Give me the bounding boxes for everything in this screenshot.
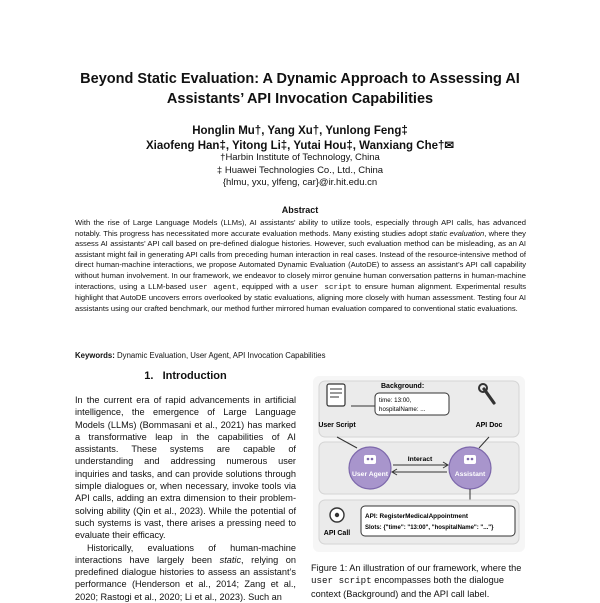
abstract-text: , equipped with a: [236, 281, 298, 291]
author-line-1: Honglin Mu†, Yang Xu†, Yunlong Feng‡: [192, 125, 408, 137]
author-line-2: Xiaofeng Han‡, Yitong Li‡, Yutai Hou‡, Wanxiang Che†✉: [145, 140, 455, 152]
intro-text: , relying on predefined dialogue histories to assess an assistant’s performance (Henderson et al., 2014; Zang et al., 2020; Rastogi et al., 2020; Li et al., 2023). Such an: [75, 554, 296, 602]
api-call-label: API Call: [323, 530, 351, 537]
interact-label: Interact: [407, 456, 433, 463]
intro-paragraph-1: In the current era of rapid advancements in artificial intelligence, the emergence of Large Language Models (LLMs) (Bommasani et al., 2021) has marked a transformative leap in the capabilities of AI assistants. These systems are capable of understanding and addressing numerous user inquiries and tasks, and can provide solutions through simple dialogues or, when necessary, invoke tools via API calls, adding an extra dimension to their problem-solving ability (Qin et al., 2023). While the potential of such systems is vast, there arises a pressing need to evaluate their efficacy.: [75, 395, 296, 541]
api-slots: Slots: {"time": "13:00", "hospitalName": "..."}: [365, 525, 494, 531]
user-agent-label: User Agent: [351, 471, 389, 478]
user-script-label: User Script: [318, 422, 356, 429]
api-call-icon: [330, 508, 344, 522]
api-doc-label: API Doc: [475, 422, 503, 429]
caption-text: encompasses both the dialogue context (Background) and the API call label.: [311, 575, 504, 599]
intro-emphasis: static: [219, 554, 242, 565]
section-title: Introduction: [162, 370, 227, 382]
keywords: [75, 351, 326, 360]
api-name: API: RegisterMedicalAppointment: [365, 513, 468, 520]
abstract-emphasis: static evaluation: [429, 228, 485, 238]
abstract-text: , where they assess AI assistants’ API call based on pre-defined dialogue histories. However, such evaluation method can be misleading, as an AI assistant might fail in generating API calls from preceding human interaction in real cases. Instead of the resource-intensive method of direct human-machine interactions, we propose Automated Dynamic Evaluation (AutoDE) to assess an assistant’s API call capability without human involvement. In our framework, we endeavor to closely mirror genuine human conversation patterns in human-machine interactions, using a LLM-based: [75, 228, 526, 291]
abstract-code: user script: [300, 283, 352, 292]
user-script-icon: [327, 384, 345, 406]
caption-text: Figure 1: An illustration of our framework, where the: [311, 563, 522, 573]
keywords-label: Keywords:: [75, 351, 115, 360]
intro-body: [75, 394, 296, 603]
background-label: Background:: [381, 383, 425, 390]
affiliation-2: ‡ Huawei Technologies Co., Ltd., China: [216, 164, 384, 176]
intro-text: Historically, evaluations of human-machine interactions have largely been: [75, 542, 296, 565]
caption-code: user script: [311, 575, 372, 587]
author-list: [80, 124, 520, 154]
robot-icon: [464, 455, 476, 464]
framework-figure: [313, 376, 525, 552]
figure-caption: [311, 562, 529, 600]
keywords-text: Dynamic Evaluation, User Agent, API Invocation Capabilities: [117, 351, 326, 360]
user-agent-node: [349, 447, 391, 489]
abstract-code: user agent: [189, 283, 237, 292]
affiliations: [80, 152, 520, 190]
background-line-1: time: 13:00,: [379, 397, 412, 404]
intro-paragraph-2: [75, 542, 296, 603]
abstract-heading: Abstract: [281, 205, 319, 215]
author-email: {hlmu, yxu, ylfeng, car}@ir.hit.edu.cn: [222, 177, 378, 188]
paper-title: Beyond Static Evaluation: A Dynamic Approach to Assessing AI Assistants’ API Invocation Capabilities: [80, 71, 520, 107]
abstract-text: With the rise of Large Language Models (LLMs), AI assistants’ ability to utilize tools, especially through API calls, has advanced notably. This progress has necessitated more accurate evaluation methods. Many existing studies adopt: [75, 218, 526, 238]
affiliation-1: †Harbin Institute of Technology, China: [220, 152, 380, 163]
api-call-box: [361, 506, 515, 536]
assistant-node: [449, 447, 491, 489]
abstract-body: [75, 218, 526, 314]
section-number: 1.: [144, 370, 154, 382]
section-heading: [75, 370, 296, 382]
background-line-2: hospitalName: ...: [379, 406, 426, 413]
abstract-text: to ensure human alignment. Experimental results highlight that AutoDE uncovers errors overlooked by static evaluations, aligning more closely with human assessment. Testing four AI assistants using our crafted benchmark, our method further mirrored human evaluation compared to conventional static evaluations.: [75, 281, 526, 313]
robot-icon: [364, 455, 376, 464]
assistant-label: Assistant: [454, 471, 486, 478]
